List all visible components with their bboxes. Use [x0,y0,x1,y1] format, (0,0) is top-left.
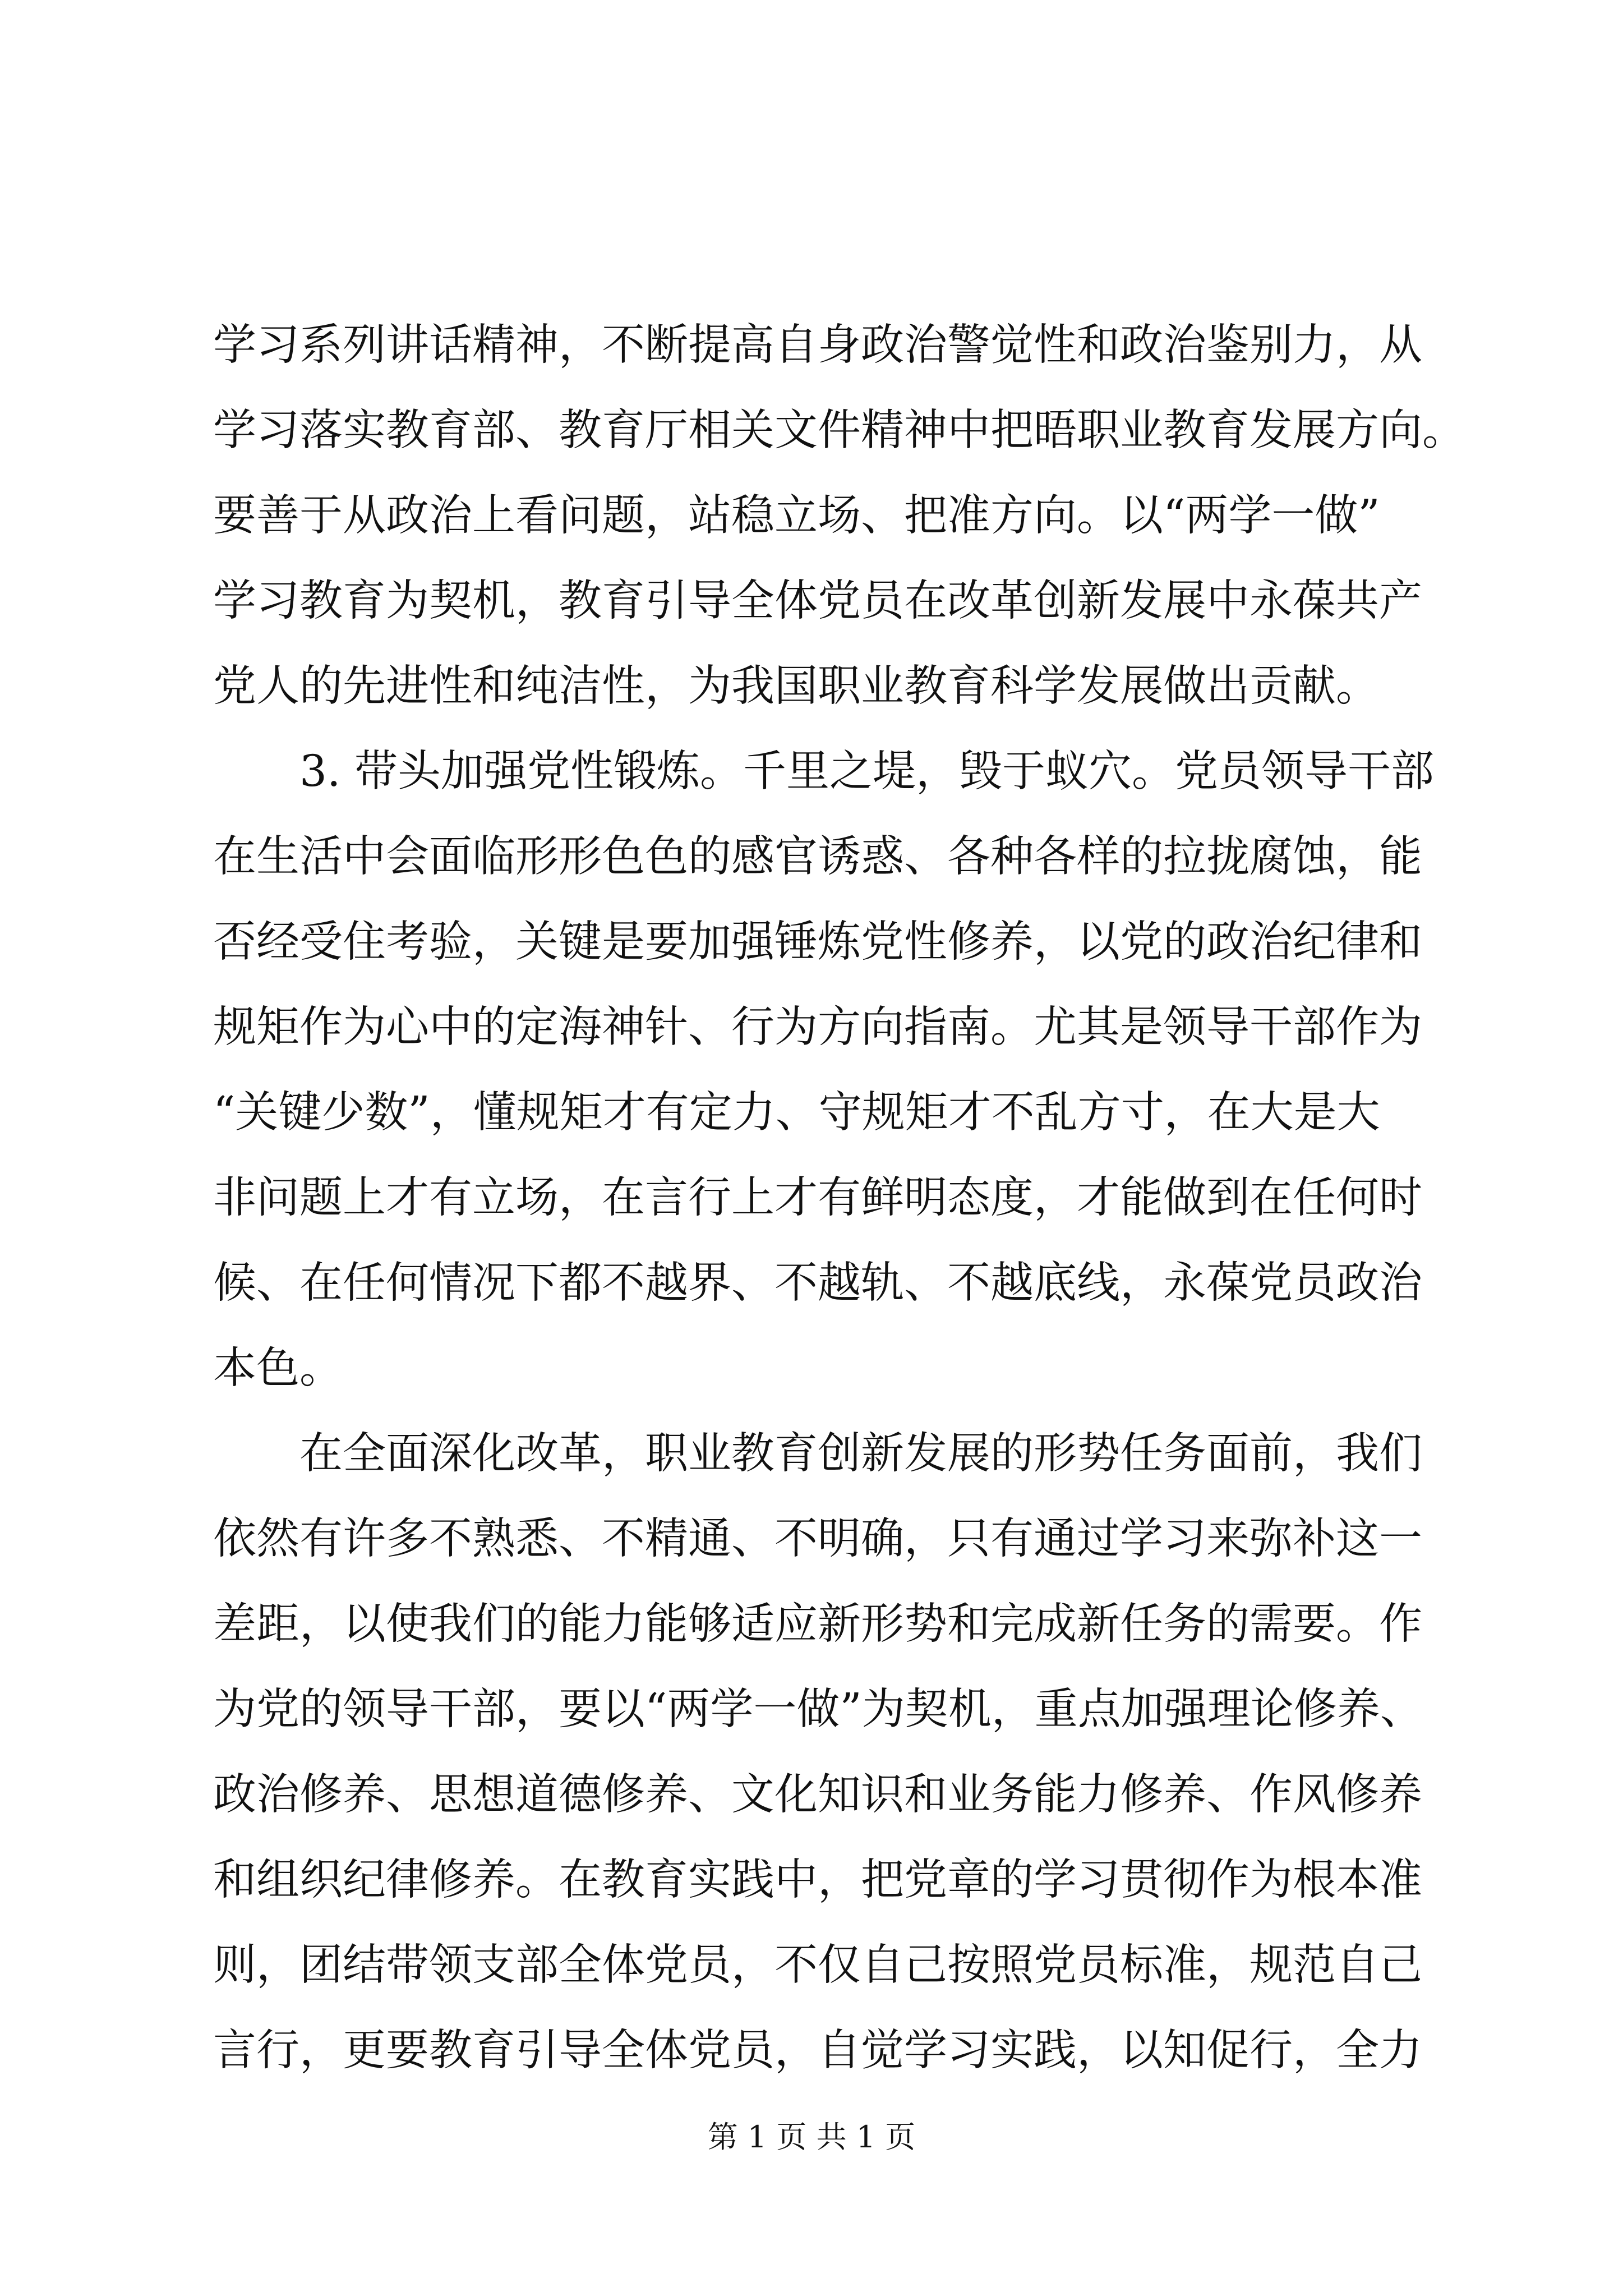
text-line: 规矩作为心中的定海神针、行为方向指南。尤其是领导干部作为 [213,1002,1422,1052]
text-line: 要善于从政治上看问题，站稳立场、把准方向。以“两学一做” [213,491,1380,541]
paragraph-start-line: 3. 带头加强党性锻炼。千里之堤，毁于蚁穴。党员领导干部 [299,747,1434,797]
document-body [213,303,1465,2093]
text-line: 在生活中会面临形形色色的感官诱惑、各种各样的拉拢腐蚀，能 [213,832,1422,882]
text-line: 党人的先进性和纯洁性，为我国职业教育科学发展做出贡献。 [213,661,1379,711]
text-line: 学习落实教育部、教育厅相关文件精神中把晤职业教育发展方向。 [213,406,1465,455]
text-line: 则，团结带领支部全体党员，不仅自己按照党员标准，规范自己 [213,1940,1422,1990]
text-line: 依然有许多不熟悉、不精通、不明确，只有通过学习来弥补这一 [213,1514,1422,1564]
page-footer [0,2115,1623,2160]
text-line: 学习系列讲话精神，不断提高自身政治警觉性和政治鉴别力，从 [213,320,1422,370]
text-line: 否经受住考验，关键是要加强锤炼党性修养，以党的政治纪律和 [213,917,1422,967]
text-line: 本色。 [213,1343,343,1393]
text-line: 学习教育为契机，教育引导全体党员在改革创新发展中永葆共产 [213,576,1422,626]
text-line: 候、在任何情况下都不越界、不越轨、不越底线，永葆党员政治 [213,1258,1422,1308]
text-line: 言行，更要教育引导全体党员，自觉学习实践，以知促行，全力 [213,2026,1422,2076]
text-line: 政治修养、思想道德修养、文化知识和业务能力修养、作风修养 [213,1770,1422,1820]
paragraph-start-line: 在全面深化改革，职业教育创新发展的形势任务面前，我们 [299,1429,1422,1479]
text-line: “关键少数”，懂规矩才有定力、守规矩才不乱方寸，在大是大 [213,1088,1380,1138]
page-number-label: 第 1 页 共 1 页 [707,2119,916,2155]
text-line: 和组织纪律修养。在教育实践中，把党章的学习贯彻作为根本准 [213,1855,1422,1905]
text-line: 非问题上才有立场，在言行上才有鲜明态度，才能做到在任何时 [213,1173,1422,1223]
text-line: 为党的领导干部，要以“两学一做”为契机，重点加强理论修养、 [213,1685,1423,1734]
text-line: 差距，以使我们的能力能够适应新形势和完成新任务的需要。作 [213,1599,1422,1649]
